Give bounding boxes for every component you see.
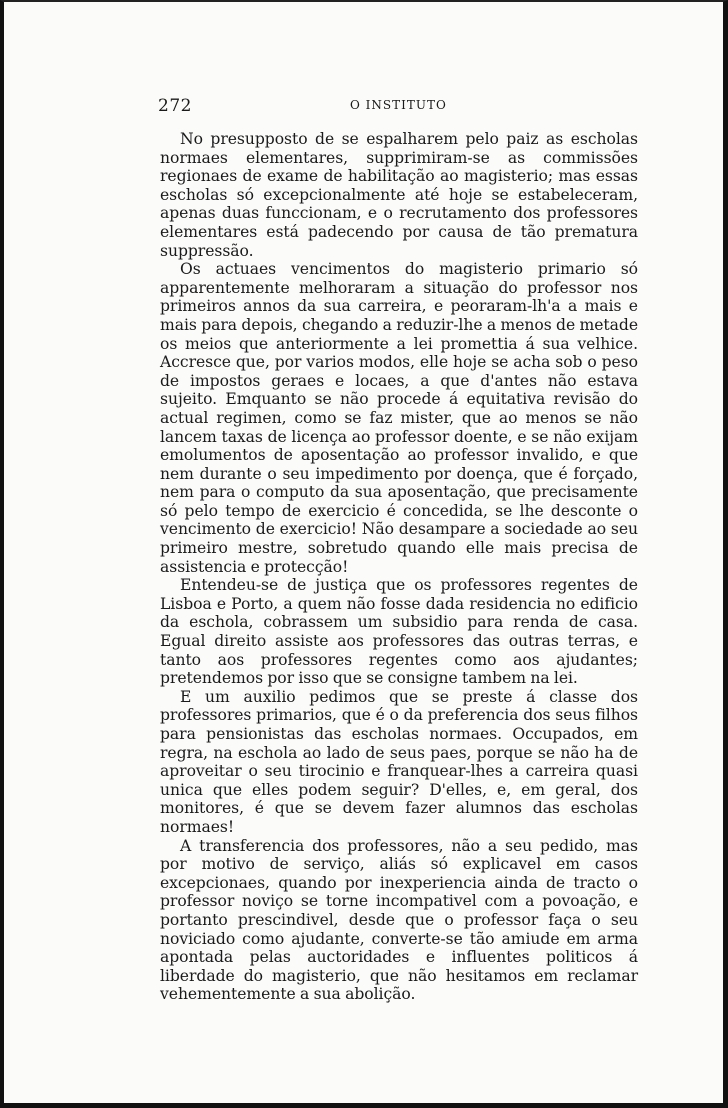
page-header	[160, 96, 638, 122]
paragraph-1: No presupposto de se espalharem pelo paiz as escholas normaes elementares, supprimiram-se as commissões regionaes de exame de habilitação ao magisterio; mas essas escholas só excepcionalmente até hoje se estabeleceram, apenas duas funccionam, e o recrutamento dos professores elementares está padecendo por causa de tão prematura suppressão.	[160, 130, 638, 260]
body-text	[160, 130, 638, 1004]
book-page	[160, 96, 638, 1004]
running-title: O INSTITUTO	[350, 98, 447, 112]
paragraph-2: Os actuaes vencimentos do magisterio primario só apparentemente melhoraram a situação do professor nos primeiros annos da sua carreira, e peoraram-lh'a a mais e mais para depois, chegando a reduzir-lhe a menos de metade os meios que anteriormente a lei promettia á sua velhice. Accresce que, por varios modos, elle hoje se acha sob o peso de impostos geraes e locaes, a que d'antes não estava sujeito. Emquanto se não procede á equitativa revisão do actual regimen, como se faz mister, que ao menos se não lancem taxas de licença ao professor doente, e se não exijam emolumentos de aposentação ao professor invalido, e que nem durante o seu impedimento por doença, que é forçado, nem para o computo da sua aposentação, que precisamente só pelo tempo de exercicio é concedida, se lhe desconte o vencimento de exercicio! Não desampare a sociedade ao seu primeiro mestre, sobretudo quando elle mais precisa de assistencia e protecção!	[160, 260, 638, 576]
page-number: 272	[158, 96, 192, 116]
paragraph-3: Entendeu-se de justiça que os professores regentes de Lisboa e Porto, a quem não fosse dada residencia no edificio da eschola, cobrassem um subsidio para renda de casa. Egual direito assiste aos professores das outras terras, e tanto aos professores regentes como aos ajudantes; pretendemos por isso que se consigne tambem na lei.	[160, 576, 638, 688]
paragraph-4: E um auxilio pedimos que se preste á classe dos professores primarios, que é o da preferencia dos seus filhos para pensionistas das escholas normaes. Occupados, em regra, na eschola ao lado de seus paes, porque se não ha de aproveitar o seu tirocinio e franquear-lhes a carreira quasi unica que elles podem seguir? D'elles, e, em geral, dos monitores, é que se devem fazer alumnos das escholas normaes!	[160, 687, 638, 836]
paragraph-5: A transferencia dos professores, não a seu pedido, mas por motivo de serviço, aliás só explicavel em casos excepcionaes, quando por inexperiencia ainda de tracto o professor noviço se torne incompativel com a povoação, e portanto prescindivel, desde que o professor faça o seu noviciado como ajudante, converte-se tão amiude em arma apontada pelas auctoridades e influentes politicos á liberdade do magisterio, que não hesitamos em reclamar vehementemente a sua abolição.	[160, 836, 638, 1004]
